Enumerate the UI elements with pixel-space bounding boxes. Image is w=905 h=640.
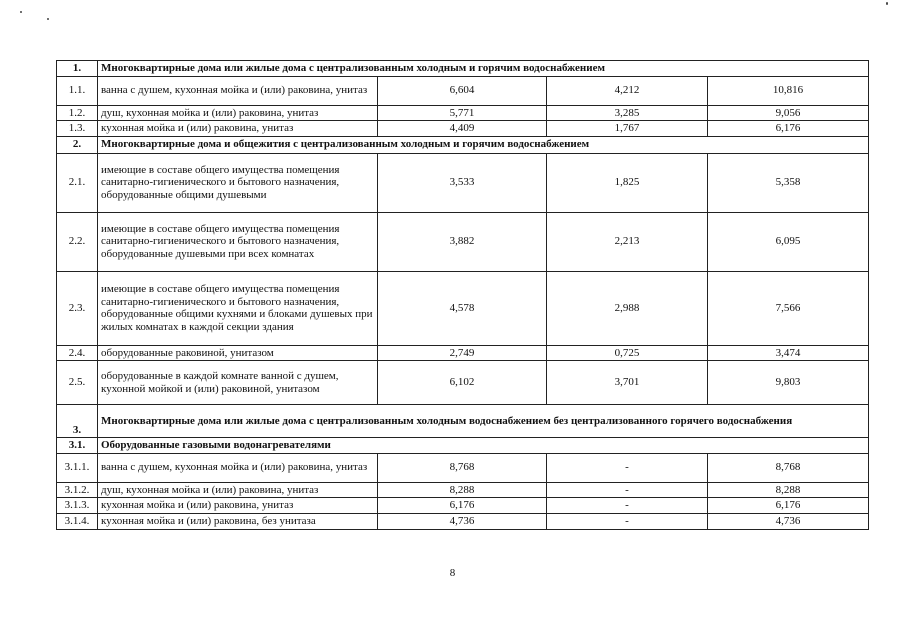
value-cell: 3,701	[547, 361, 708, 405]
row-description: имеющие в составе общего имущества помещения санитарно-гигиенического и бытового назначения, оборудованные общими кухнями и блоками душевых при жилых комнатах в каждой секции здания	[98, 271, 378, 345]
section-number: 2.	[57, 136, 98, 153]
table-row	[57, 453, 869, 482]
value-cell: 1,825	[547, 153, 708, 212]
table-row	[57, 121, 869, 137]
row-number: 2.2.	[57, 212, 98, 271]
row-number: 1.3.	[57, 121, 98, 137]
row-description: душ, кухонная мойка и (или) раковина, унитаз	[98, 482, 378, 498]
value-cell: 6,102	[378, 361, 547, 405]
value-cell: 6,176	[708, 121, 869, 137]
value-cell: 3,285	[547, 105, 708, 121]
scan-speck	[20, 11, 22, 13]
row-description: ванна с душем, кухонная мойка и (или) раковина, унитаз	[98, 76, 378, 105]
value-cell: 6,095	[708, 212, 869, 271]
row-description: кухонная мойка и (или) раковина, унитаз	[98, 121, 378, 137]
value-cell: 5,771	[378, 105, 547, 121]
page-number: 8	[449, 567, 456, 579]
row-description: имеющие в составе общего имущества помещения санитарно-гигиенического и бытового назначения, оборудованные общими душевыми	[98, 153, 378, 212]
section-number: 3.	[57, 405, 98, 438]
section-number: 1.	[57, 61, 98, 77]
value-cell: 8,768	[378, 453, 547, 482]
value-cell: 4,578	[378, 271, 547, 345]
table-row	[57, 76, 869, 105]
value-cell: -	[547, 482, 708, 498]
value-cell: 1,767	[547, 121, 708, 137]
table-row-section-1	[57, 61, 869, 77]
table-row-subsection-3-1	[57, 438, 869, 454]
row-description: оборудованные раковиной, унитазом	[98, 345, 378, 361]
subsection-number: 3.1.	[57, 438, 98, 454]
value-cell: -	[547, 514, 708, 530]
value-cell: 6,176	[378, 498, 547, 514]
value-cell: 7,566	[708, 271, 869, 345]
row-number: 1.2.	[57, 105, 98, 121]
row-number: 2.1.	[57, 153, 98, 212]
scan-speck	[47, 18, 49, 20]
value-cell: 6,176	[708, 498, 869, 514]
table-row	[57, 345, 869, 361]
value-cell: 10,816	[708, 76, 869, 105]
table-row	[57, 105, 869, 121]
value-cell: 2,213	[547, 212, 708, 271]
table-row-section-2	[57, 136, 869, 153]
row-number: 3.1.4.	[57, 514, 98, 530]
value-cell: 3,882	[378, 212, 547, 271]
value-cell: 6,604	[378, 76, 547, 105]
value-cell: 3,474	[708, 345, 869, 361]
table-row	[57, 271, 869, 345]
row-number: 1.1.	[57, 76, 98, 105]
value-cell: 4,736	[378, 514, 547, 530]
section-title: Многоквартирные дома или жилые дома с централизованным холодным и горячим водоснабжением	[98, 61, 869, 77]
row-description: оборудованные в каждой комнате ванной с душем, кухонной мойкой и (или) раковиной, унитазом	[98, 361, 378, 405]
row-number: 2.4.	[57, 345, 98, 361]
table-row	[57, 212, 869, 271]
value-cell: 2,749	[378, 345, 547, 361]
value-cell: 9,056	[708, 105, 869, 121]
value-cell: 4,736	[708, 514, 869, 530]
table-row	[57, 482, 869, 498]
value-cell: 3,533	[378, 153, 547, 212]
value-cell: -	[547, 453, 708, 482]
tariff-table	[56, 60, 869, 530]
table-row	[57, 514, 869, 530]
value-cell: 2,988	[547, 271, 708, 345]
table-row	[57, 498, 869, 514]
value-cell: 9,803	[708, 361, 869, 405]
row-number: 2.3.	[57, 271, 98, 345]
section-title: Многоквартирные дома или жилые дома с централизованным холодным водоснабжением без централизованного горячего водоснабжения	[98, 405, 869, 438]
scan-speck	[886, 2, 888, 5]
value-cell: 0,725	[547, 345, 708, 361]
row-description: ванна с душем, кухонная мойка и (или) раковина, унитаз	[98, 453, 378, 482]
row-description: кухонная мойка и (или) раковина, унитаз	[98, 498, 378, 514]
value-cell: 4,212	[547, 76, 708, 105]
section-title: Многоквартирные дома и общежития с централизованным холодным и горячим водоснабжением	[98, 136, 869, 153]
row-description: имеющие в составе общего имущества помещения санитарно-гигиенического и бытового назначения, оборудованные душевыми при всех комнатах	[98, 212, 378, 271]
row-description: кухонная мойка и (или) раковина, без унитаза	[98, 514, 378, 530]
value-cell: 4,409	[378, 121, 547, 137]
value-cell: -	[547, 498, 708, 514]
value-cell: 5,358	[708, 153, 869, 212]
subsection-title: Оборудованные газовыми водонагревателями	[98, 438, 869, 454]
table-row	[57, 361, 869, 405]
row-number: 2.5.	[57, 361, 98, 405]
value-cell: 8,288	[708, 482, 869, 498]
table-row-section-3	[57, 405, 869, 438]
row-number: 3.1.2.	[57, 482, 98, 498]
value-cell: 8,288	[378, 482, 547, 498]
value-cell: 8,768	[708, 453, 869, 482]
row-number: 3.1.1.	[57, 453, 98, 482]
row-description: душ, кухонная мойка и (или) раковина, унитаз	[98, 105, 378, 121]
row-number: 3.1.3.	[57, 498, 98, 514]
table-row	[57, 153, 869, 212]
